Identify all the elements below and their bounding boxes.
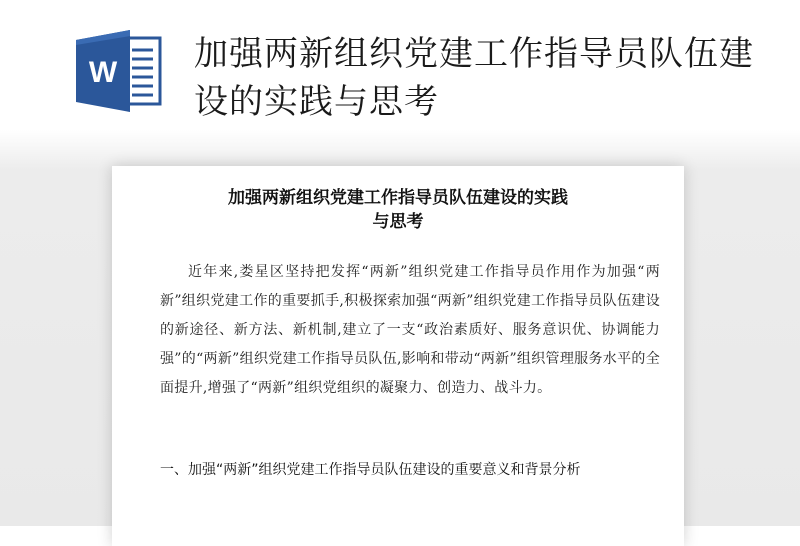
banner-title: 加强两新组织党建工作指导员队伍建设的实践与思考 bbox=[194, 34, 754, 122]
document-title-line-1: 加强两新组织党建工作指导员队伍建设的实践 bbox=[228, 188, 568, 208]
section-heading: 一、加强“两新”组织党建工作指导员队伍建设的重要意义和背景分析 bbox=[160, 462, 581, 478]
word-document-icon bbox=[74, 28, 164, 114]
document-title bbox=[112, 186, 684, 234]
document-title-line-2: 与思考 bbox=[372, 212, 424, 232]
body-paragraph: 近年来,娄星区坚持把发挥“两新”组织党建工作指导员作用作为加强“两新”组织党建工作的重要抓手,积极探索加强“两新”组织党建工作指导员队伍建设的新途径、新方法、新机制,建立了一支“政治素质好、服务意识优、协调能力强”的“两新”组织党建工作指导员队伍,影响和带动“两新”组织管理服务水平的全面提升,增强了“两新”组织党组织的凝聚力、创造力、战斗力。 bbox=[160, 264, 660, 396]
document-page bbox=[112, 166, 684, 546]
word-icon-letter: W bbox=[88, 56, 118, 89]
banner bbox=[0, 0, 800, 140]
